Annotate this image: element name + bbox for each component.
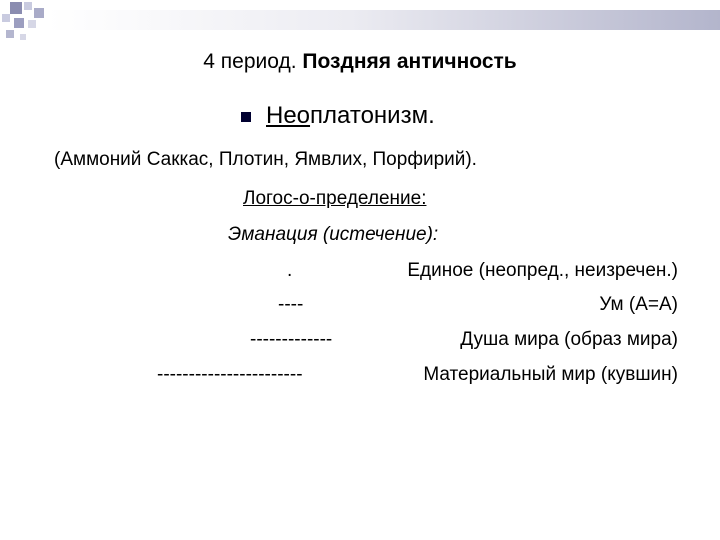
hierarchy-dashes: ----------------------- [157,364,303,385]
corner-square [6,30,14,38]
corner-square [34,8,44,18]
corner-square [28,20,36,28]
corner-square [2,14,10,22]
emanation-line: Эманация (истечение): [228,224,439,245]
corner-square [24,2,32,10]
hierarchy-label: Единое (неопред., неизречен.) [407,260,678,281]
corner-square [10,2,22,14]
bullet-text [266,101,435,131]
hierarchy-label: Ум (А=А) [599,294,678,315]
corner-square [14,18,24,28]
logos-line: Логос-о-пределение: [243,188,427,209]
hierarchy-dashes: . [287,260,293,281]
corner-square [20,34,26,40]
hierarchy-dashes: ---- [278,294,304,315]
bullet-square-icon [241,112,251,122]
names-line: (Аммоний Саккас, Плотин, Ямвлих, Порфирий). [54,149,477,170]
bullet-rest: платонизм. [310,102,435,129]
hierarchy-label: Материальный мир (кувшин) [423,364,678,385]
hierarchy-dashes: ------------- [250,329,333,350]
title-prefix: 4 период. [203,50,297,73]
title-bold: Поздняя античность [302,50,517,73]
hierarchy-label: Душа мира (образ мира) [460,329,678,350]
bullet-underlined: Нео [266,102,311,129]
slide-title [0,50,720,74]
header-gradient-bar [48,10,720,30]
